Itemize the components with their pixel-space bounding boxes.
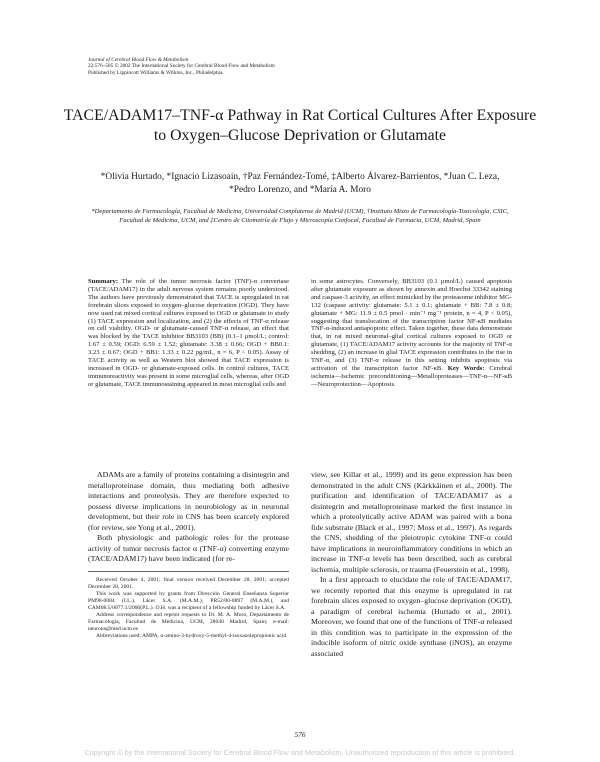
footnote-funding: This work was supported by grants from Dirección General Enseñanza Superior PM98-0084 (I.L.), Lácer S.A. (M.A.M.), PR52/00-8897 (M.A.M.), and CAM08.5/0077.1/2000(P.L.). O.H. was a recipient of a fellowship funded by Lácer S.A.: [88, 590, 289, 611]
summary-text-left: The role of the tumor necrosis factor (TNF)-α convertase (TACE/ADAM17) in the adult nervous system remains poorly understood. The authors have previously demonstrated that TACE is upregulated in rat forebrain slices exposed to oxygen–glucose deprivation (OGD). They have now used rat mixed cortical cultures exposed to OGD or glutamate to study (1) TACE expression and localization, and (2) the effects of TNF-α release on cell viability. OGD- or glutamate-caused TNF-α release, an effect that was blocked by the TACE inhibitor BB3103 (BB) (0.1–1 μmol/L; control: 1.67 ± 0.59; OGD: 6.59 ± 1.52; glutamate: 3.38 ± 0.66; OGD + BB0.1: 3.23 ± 0.67; OGD + BB1: 1.33 ± 0.22 pg/mL, n = 6, P < 0.05). Assay of TACE activity as well as Western blot showed that TACE expression is increased in OGD- or glutamate-exposed cells. In control cultures, TACE immunoreactivity was present in some microglial cells, whereas, after OGD or glutamate, TACE immunostaining appeared in most microglial cells and: [88, 278, 289, 388]
author-list: *Olivia Hurtado, *Ignacio Lizasoain, †Paz Fernández-Tomé, ‡Alberto Álvarez-Barrientos, *Juan C. Leza, *Pedro Lorenzo, and *María A. Moro: [100, 172, 500, 195]
body-section: [88, 470, 512, 659]
journal-header: [88, 57, 275, 76]
footnote-abbreviations: Abbreviations used: AMPA, α-amino-3-hydroxy-5-methyl-4-isoxazolepropionic acid.: [96, 633, 288, 640]
body-left-column: [88, 470, 289, 659]
summary-label: Summary:: [88, 278, 119, 285]
footnotes: [88, 571, 289, 641]
body-paragraph: ADAMs are a family of proteins containing a disintegrin and metalloproteinase domain, thus mediating both adhesive interactions and proteolysis. They are therefore expected to possess diverse implications in neurobiology as in neuronal development, but their role in CNS has been scarcely explored (for review, see Yong et al., 2001).: [88, 470, 289, 532]
keywords-label: Key Words:: [447, 364, 485, 372]
page-number: 576: [294, 730, 306, 739]
summary-section: [88, 278, 512, 389]
body-paragraph: view, see Killar et al., 1999) and its gene expression has been demonstrated in the adult CNS (Kärkkäinen et al., 2000). The purification and identification of TACE/ADAM17 as a disintegrin and metalloproteinase marked the first instance in which a proteolytically active ADAM was paired with a bona fide substrate (Black et al., 1997; Moss et al., 1997). As regards the CNS, shedding of the pleiotropic cytokine TNF-α could have implications in neuroinflammatory conditions in which an increase in TNF-α levels has been described, such as cerebral ischemia, multiple sclerosis, or trauma (Feuerstein et al., 1998).: [311, 470, 512, 574]
footnote-correspondence: Address correspondence and reprint requests to Dr. M. A. Moro, Departamento de Farmacología, Facultad de Medicina, UCM, 28040 Madrid, Spain; e-mail: neurona@med.ucm.es: [88, 611, 289, 633]
article-title: TACE/ADAM17–TNF-α Pathway in Rat Cortical Cultures After Exposure to Oxygen–Glucose Deprivation or Glutamate: [63, 107, 537, 144]
body-paragraph: Both physiologic and pathologic roles for the protease activity of tumor necrosis factor α (TNF-α) converting enzyme (TACE/ADAM17) have been indicated (for re-: [88, 533, 289, 563]
summary-text-right: in some astrocytes. Conversely, BB3103 (0.1 μmol/L) caused apoptosis after glutamate exposure as shown by annexin and Hoechst 33342 staining and caspase-3 activity, an effect mimicked by the proteasome inhibitor MG-132 (caspase activity: glutamate: 5.1 ± 0.1; glutamate + BB: 7.8 ± 0.8; glutamate + MG: 11.9 ± 0.5 pmol · min⁻¹ mg⁻¹ protein, n = 4, P < 0.05), suggesting that translocation of the transcription factor NF-κB mediates TNF-α-induced antiapoptotic effect. Taken together, these data demonstrate that, in rat mixed neuronal–glial cortical cultures exposed to OGD or glutamate, (1) TACE/ADAM17 activity accounts for the majority of TNF-α shedding, (2) an increase in glial TACE expression contributes to the rise in TNF-α, and (3) TNF-α release in this setting inhibits apoptosis via activation of the transcription factor NF-κB.: [311, 278, 512, 372]
copyright-watermark: Copyright © by the International Society for Cerebral Blood Flow and Metabolism. Unauthorized reproduction of this article is prohibited.: [84, 748, 516, 757]
journal-name: Journal of Cerebral Blood Flow & Metabolism: [88, 57, 189, 63]
publisher-line: Published by Lippincott Williams & Wilkins, Inc., Philadelphia: [88, 69, 223, 76]
affiliations: *Departamento de Farmacología, Facultad de Medicina, Universidad Complutense de Madrid (UCM), †Instituto Mixto de Farmacología-Toxicología, CSIC, Facultad de Medicina, UCM, and ‡Centro de Citometría de Flujo y Microscopía Confocal, Facultad de Farmacia, UCM, Madrid, Spain: [91, 208, 509, 225]
keywords-text: Cerebral ischemia—Ischemic preconditioning—Metalloproteases—TNF-α—NF-κB—Neuroprotection—Apoptosis.: [311, 364, 513, 388]
body-right-column: [311, 470, 512, 659]
footnote-received: Received October 4, 2001; final version received December 28, 2001; accepted December 28, 2001.: [88, 576, 289, 590]
summary-left-column: [88, 278, 289, 389]
summary-right-column: [311, 278, 512, 389]
volume-line: 22:576–585 © 2002 The International Society for Cerebral Blood Flow and Metabolism: [88, 63, 275, 70]
body-paragraph: In a first approach to elucidate the role of TACE/ADAM17, we recently reported that this enzyme is upregulated in rat forebrain slices exposed to oxygen–glucose deprivation (OGD), a paradigm of cerebral ischemia (Hurtado et al., 2001). Moreover, we found that one of the functions of TNF-α released in this condition was to participate in the expression of the inducible isoform of nitric oxide synthase (iNOS), an enzyme associated: [311, 575, 512, 658]
